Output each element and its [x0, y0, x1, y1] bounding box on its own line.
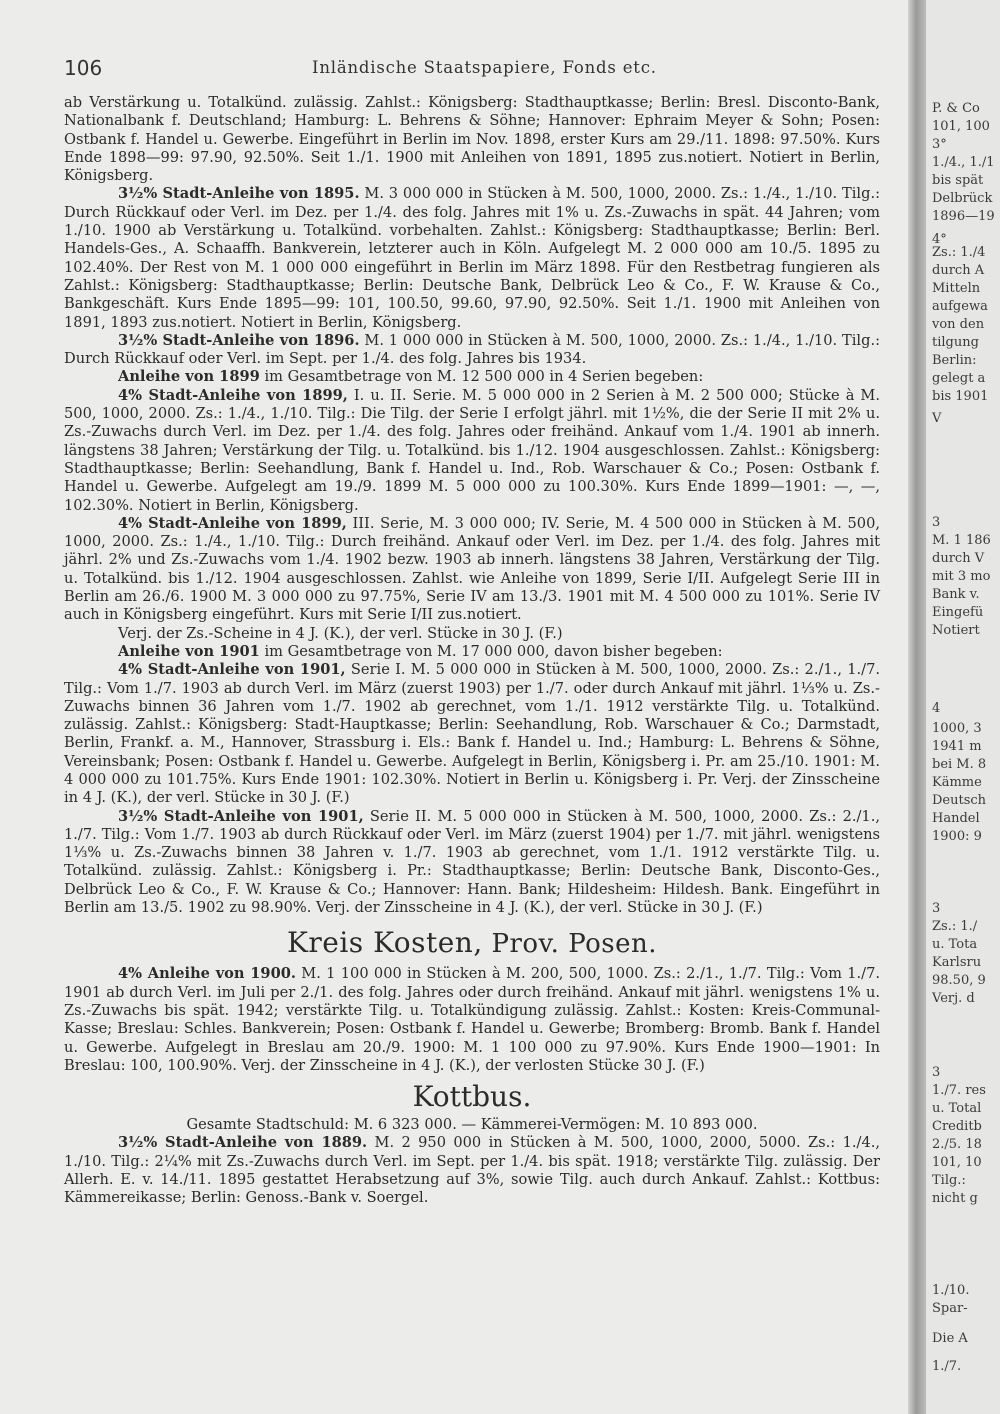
facing-page-line: Zs.: 1./4 [932, 245, 986, 260]
facing-page-line: Delbrück [932, 191, 993, 206]
facing-page-line: M. 1 186 [932, 533, 991, 548]
facing-page-line: Tilg.: [932, 1173, 966, 1188]
facing-page-line: 1./7. res [932, 1083, 986, 1098]
facing-page-line: 98.50, 9 [932, 973, 986, 988]
facing-page-line: 3 [932, 1065, 941, 1080]
facing-page-line: u. Total [932, 1101, 982, 1116]
facing-page-line: bis 1901 [932, 389, 989, 404]
section-province: Prov. Posen. [482, 929, 658, 960]
facing-page-line: durch V [932, 551, 985, 566]
loan-text: im Gesamtbetrage von M. 12 500 000 in 4 Serien begeben: [259, 368, 704, 386]
facing-page-line: Kämme [932, 775, 982, 790]
entry-kosten-1900 [64, 965, 880, 1075]
loan-1899-summary [64, 368, 880, 386]
facing-page-line: bis spät [932, 173, 984, 188]
entry-text: Serie II. M. 5 000 000 in Stücken à M. 500, 1000, 2000. Zs.: 2./1., 1./7. Tilg.: Vom 1./7. 1903 ab durch Rückkauf oder Verl. im März (zuerst 1904) per 1./7. mit jährl. wenigstens 1⅓% u. Zs.-Zuwachs binnen 38 Jahren v. 1./7. 1903 ab gerechnet, vom 1./1. 1912 verstärkte Tilg. u. Totalkünd. zulässig. Zahlst.: Königsberg i. Pr.: Stadthauptkasse; Berlin: Deutsche Bank, Disconto-Ges., Delbrück Leo & Co., F. W. Krause & Co.; Hannover: Hann. Bank; Hildesheim: Hildesh. Bank. Eingeführt in Berlin am 13./5. 1902 zu 98.90%. Verj. der Zinsscheine in 4 J. (K.), der verl. Stücke in 30 J. (F.) [64, 807, 880, 917]
entry-heading: 4% Stadt-Anleihe von 1901, [118, 661, 346, 679]
facing-page-line: tilgung [932, 335, 979, 350]
entry-text: Serie I. M. 5 000 000 in Stücken à M. 500, 1000, 2000. Zs.: 2./1., 1./7. Tilg.: Vom 1./7. 1903 ab durch Verl. im März (zuerst 1903) per 1./7. oder durch Ankauf mit jährl. 1⅓% u. Zs.-Zuwachs binnen 36 Jahren vom 1./7. 1902 ab gerechnet, vom 1./1. 1912 verstärkte Tilg. u. Totalkünd. zulässig. Zahlst.: Königsberg: Stadt-Hauptkasse; Berlin: Seehandlung, Rob. Warschauer & Co.; Darmstadt, Berlin, Frankf. a. M., Hannover, Strassburg i. Els.: Bank f. Handel u. Ind.; Hamburg: L. Behrens & Söhne, Vereinsbank; Posen: Ostbank f. Handel u. Gewerbe. Aufgelegt in Berlin, Königsberg i. Pr. am 25./10. 1901: M. 4 000 000 zu 101.75%. Kurs Ende 1901: 102.30%. Notiert in Berlin u. Königsberg i. Pr. Verj. der Zinsscheine in 4 J. (K.), der verl. Stücke in 30 J. (F.) [64, 661, 880, 807]
facing-page-line: 1./10. [932, 1283, 970, 1298]
facing-page-line: 1000, 3 [932, 721, 982, 736]
facing-page-line: 1900: 9 [932, 829, 982, 844]
facing-page-line: Handel [932, 811, 980, 826]
facing-page-line: Die A [932, 1331, 968, 1346]
facing-page-line: Bank v. [932, 587, 980, 602]
facing-page-line: 1896—19 [932, 209, 995, 224]
facing-page-line: 101, 100 [932, 119, 990, 134]
section-heading-kreis-kosten [64, 926, 880, 961]
facing-page-line: Spar- [932, 1301, 968, 1316]
entry-1896 [64, 332, 880, 369]
entry-text: I. u. II. Serie. M. 5 000 000 in 2 Serien à M. 2 500 000; Stücke à M. 500, 1000, 2000. Zs.: 1./4., 1./10. Tilg.: Die Tilg. der Serie I erfolgt jährl. mit 1½%, die der Serie II mit 2% u. Zs.-Zuwachs durch Verl. im Dez. per 1./4. des folg. Jahres oder freihänd. Ankauf vom 1./4. 1901 ab innerh. längstens 38 Jahren; Verstärkung der Tilg. u. Totalkünd. bis 1./12. 1904 ausgeschlossen. Zahlst.: Königsberg: Stadthauptkasse; Berlin: Seehandlung, Bank f. Handel u. Ind., Rob. Warschauer & Co.; Posen: Ostbank f. Handel u. Gewerbe. Aufgelegt am 19./9. 1899 M. 5 000 000 zu 100.30%. Kurs Ende 1899—1901: —, —, 102.30%. Notiert in Berlin, Königsberg. [64, 386, 881, 514]
entry-kottbus-1889 [64, 1134, 880, 1207]
entry-text: III. Serie, M. 3 000 000; IV. Serie, M. 4 500 000 in Stücken à M. 500, 1000, 2000. Zs.: 1./4., 1./10. Tilg.: Durch freihänd. Ankauf oder Verl. im Dez. per 1./4. des folg. Jahres mit jährl. 2% und Zs.-Zuwachs vom 1./4. 1902 bezw. 1903 ab innerh. längstens 38 Jahren, Verstärkung der Tilg. u. Totalkünd. bis 1./12. 1904 ausgeschlossen. Zahlst. wie Anleihe von 1899, Serie I/II. Aufgelegt Serie III in Berlin am 26./6. 1900 M. 3 000 000 zu 97.75%, Serie IV am 13./3. 1901 mit M. 4 500 000 zu 101%. Serie IV auch in Königsberg eingeführt. Kurs mit Serie I/II zus.notiert. [64, 514, 880, 624]
entry-text: M. 3 000 000 in Stücken à M. 500, 1000, 2000. Zs.: 1./4., 1./10. Tilg.: Durch Rückkauf oder Verl. im Dez. per 1./4. des folg. Jahres mit 1% u. Zs.-Zuwachs in spät. 44 Jahren; vom 1./10. 1900 ab Verstärkung u. Totalkünd. vorbehalten. Zahlst.: Königsberg: Stadthauptkasse; Berlin: Berl. Handels-Ges., A. Schaaffh. Bankverein, letzterer auch in Köln. Aufgelegt M. 2 000 000 am 10./5. 1895 zu 102.40%. Der Rest von M. 1 000 000 eingeführt in Berlin im März 1898. Für den Restbetrag fungieren als Zahlst.: Königsberg: Stadthauptkasse; Berlin: Deutsche Bank, Delbrück Leo & Co., F. W. Krause & Co., Bankgeschäft. Kurs Ende 1895—99: 101, 100.50, 99.60, 97.90, 92.50%. Seit 1./1. 1900 mit Anleihen von 1891, 1893 zus.notiert. Notiert in Berlin, Königsberg. [64, 185, 880, 331]
facing-page-line: von den [932, 317, 985, 332]
facing-page-line: 3 [932, 901, 941, 916]
facing-page-line: nicht g [932, 1191, 978, 1206]
verjaehrung-1899: Verj. der Zs.-Scheine in 4 J. (K.), der verl. Stücke in 30 J. (F.) [118, 624, 563, 642]
page-number: 106 [64, 56, 103, 80]
facing-page-line: 4 [932, 701, 941, 716]
facing-page-line: Zs.: 1./ [932, 919, 978, 934]
facing-page-line: Notiert [932, 623, 980, 638]
entry-heading: 3½% Stadt-Anleihe von 1896. [118, 331, 360, 349]
facing-page-line: bei M. 8 [932, 757, 987, 772]
facing-page-line: V [932, 411, 942, 426]
facing-page-line: P. & Co [932, 101, 980, 116]
facing-page-line: 3° [932, 137, 947, 152]
facing-page-line: 2./5. 18 [932, 1137, 982, 1152]
book-gutter [908, 0, 926, 1414]
facing-page-line: 1941 m [932, 739, 982, 754]
entry-heading: 4% Stadt-Anleihe von 1899, [118, 514, 347, 532]
running-title: Inländische Staatspapiere, Fonds etc. [312, 58, 657, 77]
loan-heading: Anleihe von 1901 [118, 642, 260, 660]
section-name: Kreis Kosten, [286, 926, 483, 960]
entry-1901-series-2 [64, 808, 880, 918]
intro-paragraph: ab Verstärkung u. Totalkünd. zulässig. Zahlst.: Königsberg: Stadthauptkasse; Berlin: Bresl. Disconto-Bank, Nationalbank f. Deutschland; Hamburg: L. Behrens & Söhne; Hannover: Ephraim Meyer & Sohn; Posen: Ostbank f. Handel u. Gewerbe. Eingeführt in Berlin im Nov. 1898, erster Kurs am 29./11. 1898: 97.50%. Kurs Ende 1898—99: 97.90, 92.50%. Seit 1./1. 1900 mit Anleihen von 1891, 1895 zus.notiert. Notiert in Berlin, Königsberg. [64, 94, 880, 185]
facing-page-line: Creditb [932, 1119, 982, 1134]
entry-heading: 3½% Stadt-Anleihe von 1889. [118, 1134, 368, 1152]
facing-page-line: Karlsru [932, 955, 982, 970]
entry-heading: 3½% Stadt-Anleihe von 1901, [118, 807, 364, 825]
entry-heading: 4% Stadt-Anleihe von 1899, [118, 386, 348, 404]
loan-heading: Anleihe von 1899 [118, 368, 260, 386]
entry-1899-series-1-2 [64, 387, 880, 515]
entry-1895 [64, 185, 880, 331]
entry-heading: 4% Anleihe von 1900. [118, 965, 296, 983]
entry-text: M. 1 000 000 in Stücken à M. 500, 1000, 2000. Zs.: 1./4., 1./10. Tilg.: Durch Rückkauf oder Verl. im Sept. per 1./4. des folg. Jahres bis 1934. [64, 331, 880, 368]
facing-page-line: Deutsch [932, 793, 987, 808]
facing-page-line: aufgewa [932, 299, 988, 314]
facing-page-line: Verj. d [932, 991, 975, 1006]
loan-text: im Gesamtbetrage von M. 17 000 000, davon bisher begeben: [259, 642, 723, 660]
kottbus-summary: Gesamte Stadtschuld: M. 6 323 000. — Kämmerei-Vermögen: M. 10 893 000. [186, 1116, 758, 1134]
facing-page-line: 1./4., 1./1 [932, 155, 995, 170]
facing-page-line: Berlin: [932, 353, 977, 368]
page-body [64, 94, 880, 1208]
facing-page-line: 101, 10 [932, 1155, 982, 1170]
loan-1901-summary [64, 643, 880, 661]
page-header [64, 56, 904, 82]
facing-page-line: 1./7. [932, 1359, 962, 1374]
entry-heading: 3½% Stadt-Anleihe von 1895. [118, 185, 360, 203]
facing-page-line: u. Tota [932, 937, 978, 952]
facing-page-line: mit 3 mo [932, 569, 991, 584]
entry-text: M. 2 950 000 in Stücken à M. 500, 1000, 2000, 5000. Zs.: 1./4., 1./10. Tilg.: 2¼% mit Zs.-Zuwachs durch Verl. im Sept. per 1./4. bis spät. 1918; verstärkte Tilg. zulässig. Der Allerh. E. v. 14./11. 1895 gestattet Herabsetzung auf 3%, sowie Tilg. auch durch Ankauf. Zahlst.: Kottbus: Kämmereikasse; Berlin: Genoss.-Bank v. Soergel. [64, 1134, 881, 1207]
entry-1901-series-1 [64, 661, 880, 807]
facing-page-line: Mitteln [932, 281, 981, 296]
entry-1899-series-3-4 [64, 515, 880, 625]
facing-page-line: 3 [932, 515, 941, 530]
facing-page-line: durch A [932, 263, 985, 278]
facing-page-line: 4° [932, 232, 947, 247]
facing-page-fragment [926, 0, 1000, 1414]
entry-text: M. 1 100 000 in Stücken à M. 200, 500, 1000. Zs.: 2./1., 1./7. Tilg.: Vom 1./7. 1901 ab durch Verl. im Juli per 2./1. des folg. Jahres oder durch freihänd. Ankauf mit jährl. wenigstens 1% u. Zs.-Zuwachs bis spät. 1942; verstärkte Tilg. u. Totalkündigung zulässig. Zahlst.: Kosten: Kreis-Communal-Kasse; Breslau: Schles. Bankverein; Posen: Ostbank f. Handel u. Gewerbe; Bromberg: Bromb. Bank f. Handel u. Gewerbe. Aufgelegt in Breslau am 20./9. 1900: M. 1 100 000 zu 97.90%. Kurs Ende 1900—1901: In Breslau: 100, 100.90%. Verj. der Zinsscheine in 4 J. (K.), der verlosten Stücke 30 J. (F.) [64, 965, 880, 1074]
facing-page-line: gelegt a [932, 371, 986, 386]
facing-page-line: Eingefü [932, 605, 984, 620]
section-heading-kottbus: Kottbus. [412, 1080, 532, 1114]
